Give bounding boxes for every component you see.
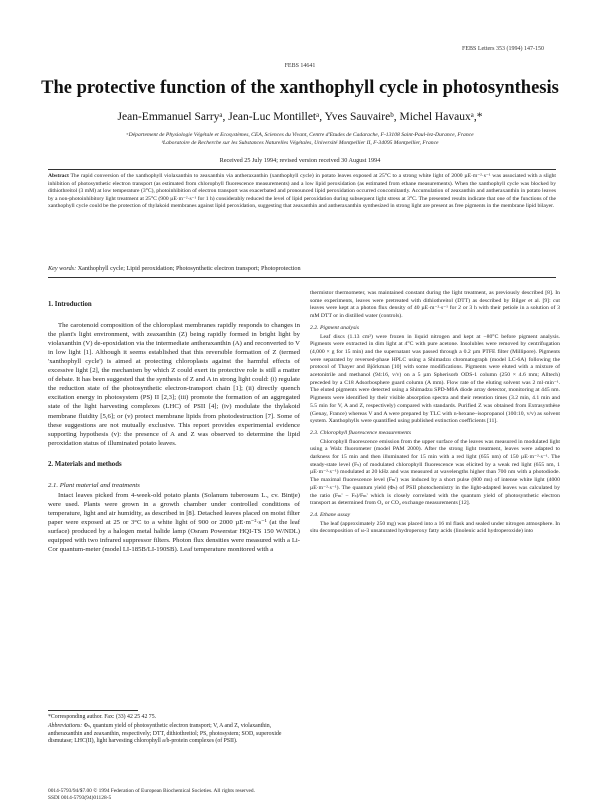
keywords: [48, 265, 556, 272]
abbreviations-text: Φₛ, quantum yield of photosynthetic electron transport; V, A and Z, violaxanthin, antheraxanthin and zeaxanthin, respectively; DTT, dithiothreitol; PS, photosystem; SOD, superoxide dismutase; LHC(II), light harvesting chlorophyll a/b-protein complexes (of PSII).: [48, 723, 282, 744]
section-heading-methods: 2. Materials and methods: [48, 460, 122, 468]
paragraph-2-4: The leaf (approximately 250 mg) was placed into a 16 ml flask and sealed under nitrogen atmosphere. In situ decomposition of ω-3 unsaturated hydroperoxy fatty acids (linolenic acid hydroperoxide) into: [310, 520, 560, 535]
subsection-heading-2-4: 2.4. Ethane assay: [310, 511, 351, 518]
section-heading-introduction: 1. Introduction: [48, 301, 92, 308]
paragraph-2-3: Chlorophyll fluorescence emission from the upper surface of the leaves was measured in modulated light using a Walz fluorometer (model PAM 2000). After the strong light treatment, leaves were adapted to darkness for 15 min and then illuminated for 15 min with a red light (655 nm) of 150 µE·m⁻²·s⁻¹. The steady-state level (Fₛ) of modulated chlorophyll fluorescence was elicited by a weak red light (655 nm, 1 µE·m⁻²·s⁻¹) modulated at 20 kHz and was measured at wavelengths higher than 700 nm with a photodiode. The maximal fluorescence level (Fₘ') was induced by a short pulse (800 ms) of intense white light (4000 µE·m⁻²·s⁻¹). The quantum yield (Φₛ) of PSII photochemistry in the light-adapted leaves was calculated by the ratio (Fₘ' − Fₛ)/Fₘ' which is closely correlated with the quantum yield of photosynthetic electron transport as determined from O₂ or CO₂ exchange measurements [12].: [310, 438, 560, 507]
keywords-bottom-rule: [48, 277, 556, 278]
keywords-label: Key words:: [48, 265, 77, 272]
received-dates: Received 25 July 1994; revised version received 30 August 1994: [219, 157, 381, 164]
journal-reference: FEBS Letters 353 (1994) 147-150: [462, 46, 544, 52]
introduction-paragraph: The carotenoid composition of the chloroplast membranes rapidly responds to changes in the plant's light environment, with zeaxanthin (Z) being rapidly formed in bright light by violaxanthin (V) de-epoxidation via the intermediate antheraxanthin (A) and reconverted to V in low light [1]. Although it seems established that this reversible formation of Z (termed 'xanthophyll cycle') is aimed at protecting chloroplasts against the harmful effects of excessive light [2], the mechanism by which Z could exert its protective role is still a matter of debate. It has been suggested that the synthesis of Z and A in strong light could: (i) regulate the reduction state of the photosynthetic electron-transport chain [1]; (ii) directly quench excitation energy in photosystem (PS) II [2,3]; (iii) promote the formation of an aggregated state of the light harvesting complexes (LHC) of PSII [4]; (iv) modulate the thylakoid membrane fluidity [5,6]; or (v) protect membrane lipids from photodestruction [7]. Some of these suggestions are not mutually exclusive. This report provides experimental evidence supporting hypothesis (v): the presence of A and Z was observed to determine the lipid peroxidation status of illuminated potato leaves.: [48, 322, 300, 447]
footnotes: [48, 710, 300, 745]
febs-number: FEBS 14641: [284, 63, 316, 69]
copyright-block: [48, 788, 255, 803]
subsection-heading-2-1: 2.1. Plant material and treatments: [48, 481, 140, 489]
abstract-label: Abstract: [48, 173, 69, 179]
paragraph-2-2: Leaf discs (1.13 cm²) were frozen in liquid nitrogen and kept at −80°C before pigment analysis. Pigments were extracted in dim light at 4°C with pure acetone. Insolubles were removed by centrifugation (4,000 × g for 15 min) and the supernatant was passed through a 0.2 µm PTFE filter (Millipore). Pigments were separated by reversed-phase HPLC using a Shimadzu chromatograph (model LC-6A) following the protocol of Thayer and Björkman [10] with some modifications. Pigments were eluted with a mixture of acetonitrile and methanol (94:16, v/v) on a 5 µm Spherisorb ODS-1 column (250 × 4.6 mm; Alltech) preceded by a C18 Adsorbosphere guard column (A mm). Flow rate of the eluting solvent was 2 ml·min⁻¹. The eluted pigments were detected using a Shimadzu SPD-M6A diode array detector, monitoring at 445 nm. Pigments were identified by their visible absorption spectra and their retention times (3.2 min, 4.1 min and 5.5 min for V, A and Z, respectively) compared with standards. Purified Z was obtained from Extrasynthèse (Genay, France) whereas V and A were prepared by TLC with n-hexane–isopropanol (100:10, v/v) as solvent system. Xanthophylls were quantified using published extinction coefficients [11].: [310, 333, 560, 425]
subsection-heading-2-3: 2.3. Chlorophyll fluorescence measurements: [310, 429, 411, 436]
abbreviations-note: [48, 723, 300, 745]
ssdi-line: SSDI 0014-5793(94)01128-5: [48, 795, 112, 802]
keywords-text: Xanthophyll cycle; Lipid peroxidation; Photosynthetic electron transport; Photoprotection: [77, 265, 301, 272]
affiliations: [40, 131, 560, 147]
article-title: The protective function of the xanthophyll cycle in photosynthesis: [41, 78, 559, 98]
footnote-rule: [48, 710, 138, 711]
corresponding-author-note: *Corresponding author. Fax: (33) 42 25 42 75.: [48, 714, 157, 720]
subsection-heading-2-2: 2.2. Pigment analysis: [310, 324, 359, 331]
abstract-top-rule: [48, 169, 556, 170]
right-column: [310, 290, 560, 538]
affiliation-a: ᵃDépartement de Physiologie Végétale et Ecosystèmes, CEA, Sciences du Vivant, Centre d'Etudes de Cadarache, F-13108 Saint-Paul-lez-Durance, France: [126, 132, 474, 138]
continued-paragraph: thermistor thermometer, was maintained constant during the light treatment, as previously described [8]. In some experiments, leaves were pretreated with dithiothreitol (DTT) as described by Bilger et al. [9]: cut leaves were kept at a photon flux density of 40 µE·m⁻²·s⁻¹ for 2 or 3 h with their petiole in a solution of 3 mM DTT or in distilled water (controls).: [310, 290, 560, 320]
abstract-text: The rapid conversion of the xanthophyll violaxanthin to zeaxanthin via antheraxanthin (xanthophyll cycle) in potato leaves exposed at 25°C to a strong white light of 2000 µE·m⁻²·s⁻¹ was associated with a slight inhibition of photosynthetic electron transport (as estimated from chlorophyll fluorescence measurements) and a low lipid peroxidation (as estimated from ethane measurements). When the xanthophyll cycle was blocked by dithiothreitol (3 mM) at low temperature (3°C), photoinhibition of electron transport was exacerbated and pronounced lipid peroxidation occurred concomitantly. Accumulation of zeaxanthin and antheraxanthin in potato leaves by a non-photoinhibitory light treatment at 25°C (900 µE·m⁻²·s⁻¹ for 1 h) considerably reduced the level of lipid peroxidation during subsequent light stress at 3°C. The presented results indicate that one of the functions of the xanthophyll cycle could be the protection of thylakoid membranes against lipid peroxidation, suggesting that zeaxanthin and antheraxanthin synthesized in strong light are present as free pigments in the membrane lipid bilayer.: [48, 173, 556, 210]
paragraph-2-1: Intact leaves picked from 4-week-old potato plants (Solanum tuberosum L., cv. Bintje) were used. Plants were grown in a growth chamber under controlled conditions of temperature, light and air humidity, as described in [8]. Detached leaves placed on moist filter paper were exposed at 25 or 3°C to a white light of 900 or 2000 µE·m⁻²·s⁻¹ (at the leaf surface) produced by a halogen metal halide lamp (Osram Powerstar HQI-TS 150 W/NDL) equipped with two infrared suppressor filters. Photon flux densities were measured with a Li-Cor quantum-meter (model LI-185B/LI-190SB). Leaf temperature monitored with a: [48, 491, 300, 554]
issn-line: 0014-5793/94/$7.00 © 1994 Federation of European Biochemical Societies. All rights reserved.: [48, 788, 255, 794]
author-list: Jean-Emmanuel Sarryᵃ, Jean-Luc Montilletᵃ, Yves Sauvaireᵇ, Michel Havauxᵃ,*: [117, 111, 483, 123]
abbreviations-label: Abbreviations:: [48, 723, 83, 730]
left-column: [48, 290, 300, 556]
abstract: [48, 173, 556, 211]
affiliation-b: ᵇLaboratoire de Recherche sur les Substances Naturelles Végétales, Université Montpellier II, F-34095 Montpellier, France: [161, 140, 439, 146]
